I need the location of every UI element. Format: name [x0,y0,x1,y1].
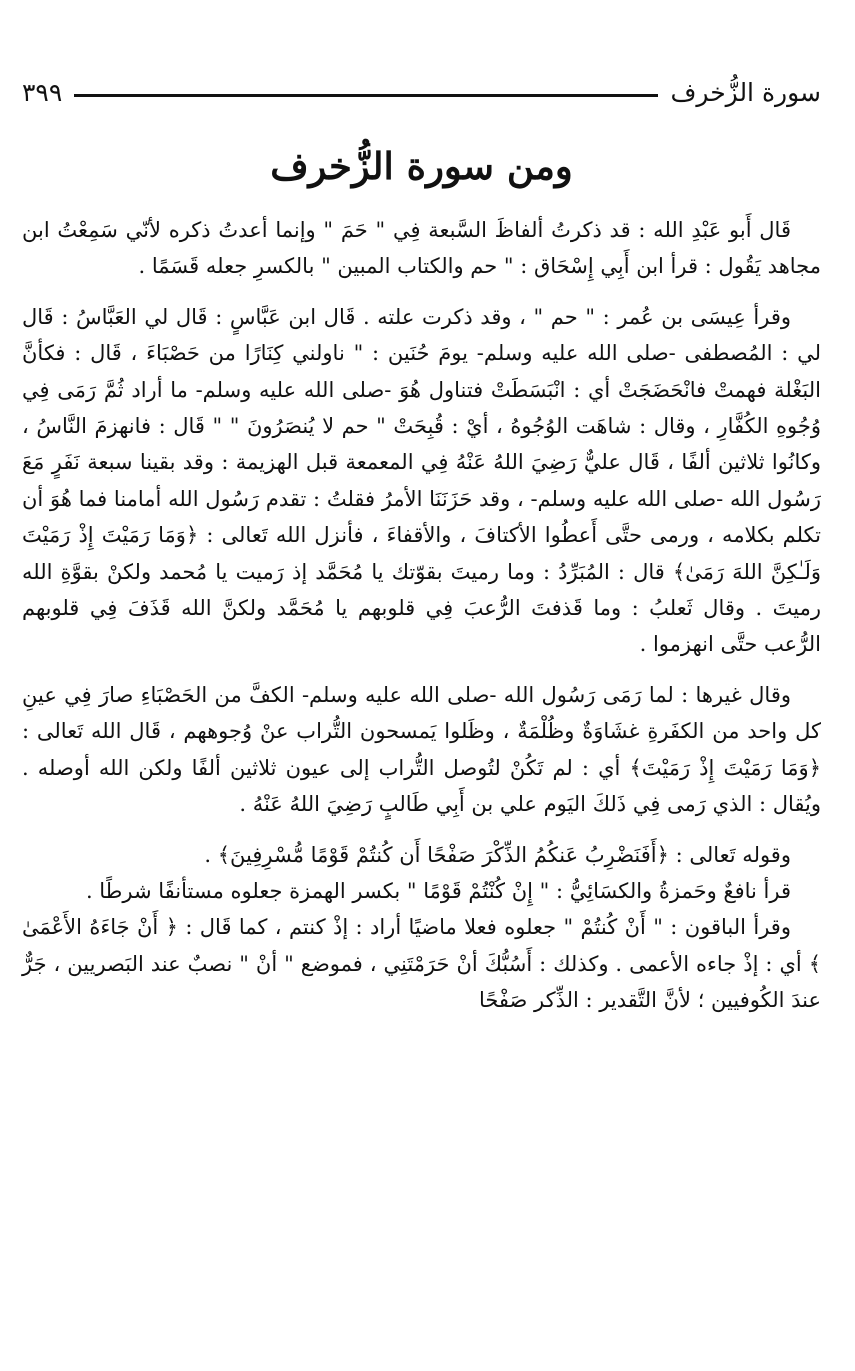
header-rule [74,94,658,97]
paragraph-3: وقال غيرها : لما رَمَى رَسُول الله -صلى الله عليه وسلم- الكفَّ من الحَصْبَاءِ صارَ فِي عينِ كل واحد من الكفَرةِ غشَاوَةٌ وظُلْمَةٌ ، وظَلوا يَمسحون التُّراب عنْ وُجوههم ، قَال الله تَعالى : ﴿وَمَا رَمَيْتَ إِذْ رَمَيْتَ﴾ أي : لم تَكُنْ لتُوصل التُّراب إلى عيون ثلاثين ألفًا ولكن الله أوصله . ويُقال : الذي رَمى فِي ذَلكَ اليَوم علي بن أَبِي طَالبٍ رَضِيَ اللهُ عَنْهُ . [22,682,821,817]
body-text [22,212,821,1019]
paragraph-4: وقوله تَعالى : ﴿أَفَنَضْرِبُ عَنكُمُ الذِّكْرَ صَفْحًا أَن كُنتُمْ قَوْمًا مُّسْرِفِينَ﴾ . [204,842,791,867]
page-number: ٣٩٩ [22,77,63,107]
paragraph-5: قرأ نافعٌ وحَمزةُ والكسَائِيُّ : " إِنْ كُنْتُمْ قَوْمًا " بكسر الهمزة جعلوه مستأنفًا شرطًا . [85,878,791,903]
paragraph-6: وقرأ الباقون : " أَنْ كُنتُمْ " جعلوه فعلا ماضيًا أراد : إذْ كنتم ، كما قَال : ﴿ أَنْ جَاءَهُ الأَعْمَىٰ ﴾ أي : إذْ جاءه الأعمى . وكذلك : أَسُبُّكَ أنْ حَرَمْتَنِي ، فموضع " أنْ " نصبٌ عند البَصريين ، جَرٌّ عندَ الكُوفيين ؛ لأنَّ التَّقدير : الذِّكر صَفْحًا [22,915,821,1013]
running-header [22,72,821,112]
chapter-title: ومن سورة الزُّخرف [270,144,573,188]
paragraph-2: وقرأ عِيسَى بن عُمر : " حم " ، وقد ذكرت علته . قَال ابن عَبَّاسٍ : قَال لي العَبَّاسُ : قَال لي : المُصطفى -صلى الله عليه وسلم- يومَ حُنَين : " ناولني كِنَارًا من حَصْبَاءَ ، قَال : فكأنَّ البَغْلة فهمتْ فانْحَضَجَتْ أي : انْبَسَطَتْ فتناول هُوَ -صلى الله عليه وسلم- ما أراد ثُمَّ رَمَى فِي وُجُوهِ الكُفَّارِ ، وقال : شاهَت الوُجُوهُ ، أيْ : قُبِحَتْ " حم لا يُنصَرُونَ " " قَال : فانهزمَ النَّاسُ ، وكانُوا ثلاثين ألفًا ، قَال عليٌّ رَضِيَ اللهُ عَنْهُ فِي المعمعة قبل الهزيمة : وقد بقينا سبعة نَفَرٍ مَعَ رَسُول الله -صلى الله عليه وسلم- ، وقد حَزَنَنَا الأمرُ فقلتُ : تقدم رَسُول الله أمامنا فما هُوَ أن تكلم بكلامه ، ورمى حتَّى أَعطُوا الأكتافَ ، والأقفاءَ ، فأنزل الله تَعالى : ﴿وَمَا رَمَيْتَ إِذْ رَمَيْتَ وَلَـٰكِنَّ اللهَ رَمَىٰ﴾ قال : المُبَرِّدُ : وما رميتَ بقوّتك يا مُحَمَّد إذ رَميت يا مُحمد ولكنْ بقوَّةِ الله رميتَ . وقال ثَعلبُ : وما قَذفتَ الرُّعبَ فِي قلوبهم يا مُحَمَّد ولكنَّ الله قَذَفَ فِي قلوبهم الرُّعب حتَّى انهزموا . [22,304,821,657]
document-page [22,0,821,1371]
running-title: سورة الزُّخرف [670,77,821,107]
paragraph-1: قَال أَبو عَبْدِ الله : قد ذكرتُ ألفاظَ السَّبعة فِي " حَمَ " وإنما أعدتُ ذكره لأنّي سَمِعْتُ ابن مجاهد يَقُول : قرأ ابن أَبِي إِسْحَاق : " حم والكتاب المبين " بالكسرِ جعله قَسَمًا . [22,218,821,279]
